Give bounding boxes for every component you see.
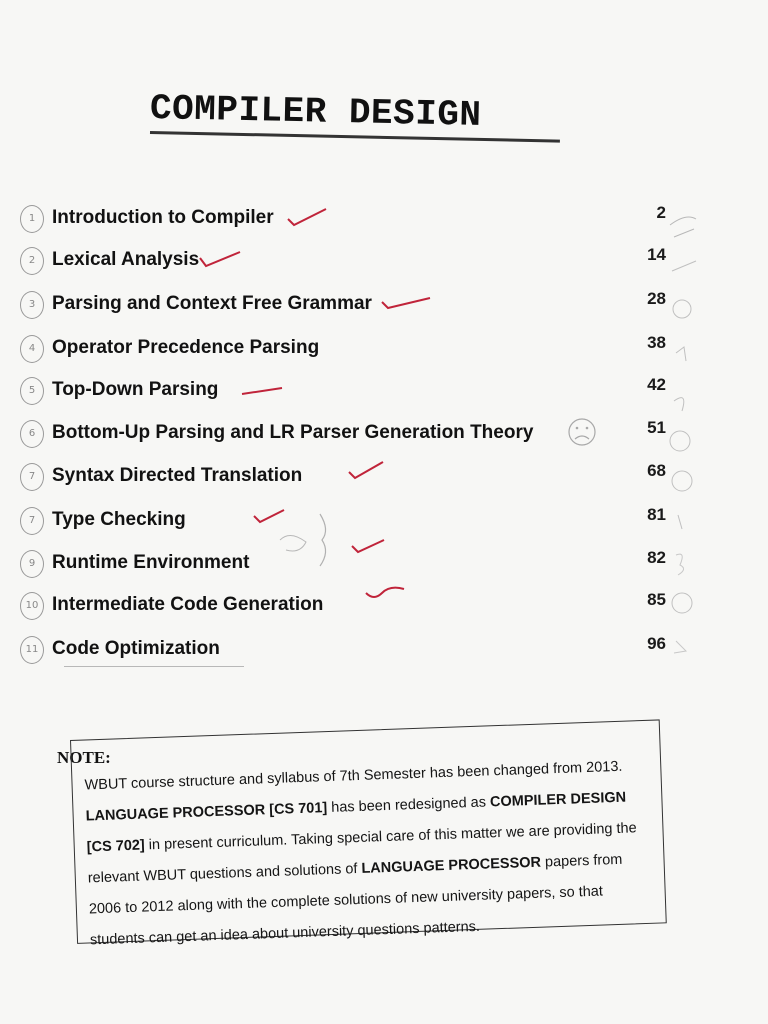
chapter-number: 6: [20, 420, 44, 448]
chapter-number: 1: [20, 205, 44, 233]
toc-row-bottom-up-parsing: [20, 418, 720, 448]
chapter-title: Syntax Directed Translation: [52, 465, 303, 486]
toc-row-introduction: [20, 203, 720, 233]
page-number: 51: [647, 418, 666, 437]
chapter-number: 7: [20, 507, 44, 535]
red-checkmark-icon: [348, 534, 392, 558]
page-number: 38: [647, 333, 666, 352]
red-checkmark-icon: [380, 292, 432, 316]
chapter-title: Top-Down Parsing: [52, 379, 219, 400]
toc-row-code-optimization: [20, 634, 720, 664]
chapter-title: Lexical Analysis: [52, 249, 200, 270]
chapter-number: 5: [20, 377, 44, 405]
page-number: 14: [647, 245, 666, 264]
toc-row-top-down-parsing: [20, 375, 720, 405]
chapter-title: Code Optimization: [52, 638, 220, 659]
red-squiggle-mark-icon: [364, 583, 408, 607]
page-number: 96: [647, 634, 666, 653]
page-number: 68: [647, 461, 666, 480]
note-bold-compiler-design: COMPILER DESIGN: [489, 789, 627, 811]
note-text-3: in present curriculum. Taking special care of this matter we are providing the relevant WBUT questions and solutions of: [87, 820, 637, 887]
chapter-title: Operator Precedence Parsing: [52, 337, 320, 358]
note-paragraph: [84, 751, 654, 957]
note-text-4: papers from 2006 to 2012 along with the complete solutions of new university papers, so that students can get an idea about university questions patterns.: [88, 851, 623, 949]
page-number: 82: [647, 548, 666, 567]
chapter-number: 10: [20, 592, 44, 620]
red-dash-mark-icon: [240, 380, 284, 404]
chapter-title: Type Checking: [52, 509, 186, 530]
chapter-number: 3: [20, 291, 44, 319]
note-text-2: has been redesigned as: [326, 794, 491, 817]
red-checkmark-icon: [198, 246, 242, 270]
toc-row-operator-precedence: [20, 333, 720, 363]
pencil-bracket-doodle-icon: [270, 510, 340, 570]
red-checkmark-icon: [345, 458, 389, 482]
chapter-number: 4: [20, 335, 44, 363]
document-title: COMPILER DESIGN: [149, 88, 482, 136]
chapter-title: Intermediate Code Generation: [52, 594, 324, 615]
toc-row-lexical-analysis: [20, 245, 720, 275]
note-box: [70, 719, 667, 949]
page-number: 85: [647, 590, 666, 609]
page-number: 2: [656, 203, 666, 222]
note-bold-language-processor: LANGUAGE PROCESSOR: [361, 854, 542, 877]
page-number: 42: [647, 375, 666, 394]
chapter-title: Bottom-Up Parsing and LR Parser Generation Theory: [52, 422, 534, 443]
chapter-number: 2: [20, 247, 44, 275]
chapter-number: 9: [20, 550, 44, 578]
note-text-1: WBUT course structure and syllabus of 7th Semester has been changed from 2013.: [84, 758, 623, 794]
red-checkmark-icon: [286, 205, 330, 229]
chapter-number: 7: [20, 463, 44, 491]
divider-line: [64, 666, 244, 667]
sad-face-doodle-icon: [564, 416, 600, 448]
chapter-title: Parsing and Context Free Grammar: [52, 293, 372, 314]
chapter-title: Introduction to Compiler: [52, 207, 274, 228]
toc-row-parsing-cfg: [20, 289, 720, 319]
page-number: 28: [647, 289, 666, 308]
pencil-margin-notes-icon: [660, 205, 710, 665]
note-bold-language-processor-code: LANGUAGE PROCESSOR [CS 701]: [85, 800, 328, 825]
page-number: 81: [647, 505, 666, 524]
note-heading: NOTE:: [57, 748, 111, 767]
note-bold-cs702: [CS 702]: [86, 837, 146, 856]
chapter-title: Runtime Environment: [52, 552, 250, 573]
chapter-number: 11: [20, 636, 44, 664]
toc-row-type-checking: [20, 505, 720, 535]
